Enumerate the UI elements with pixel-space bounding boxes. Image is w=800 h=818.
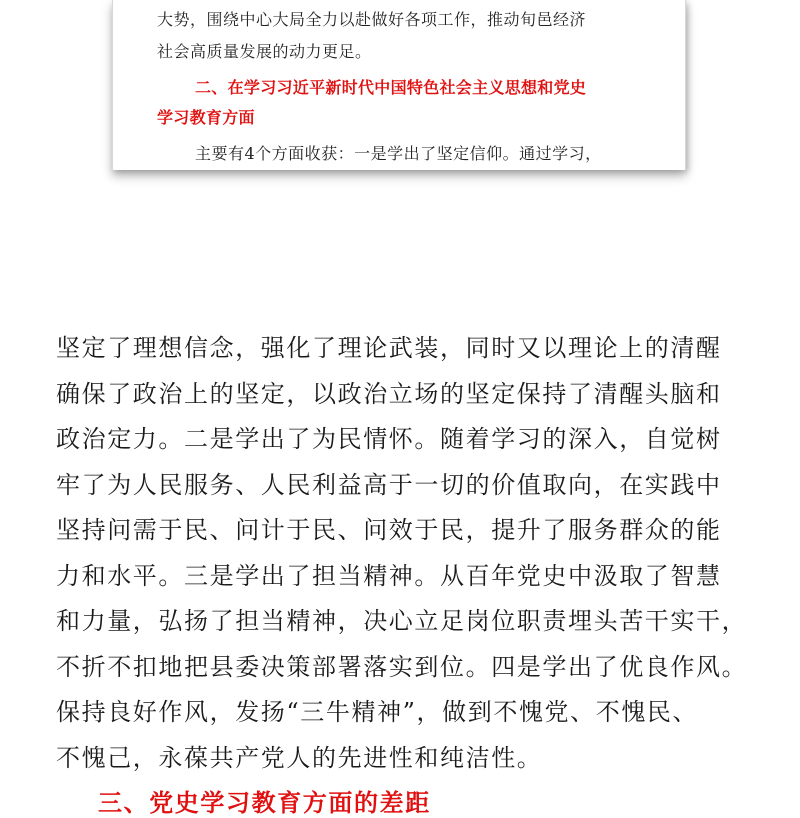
body-text-line: 确保了政治上的坚定，以政治立场的坚定保持了清醒头脑和: [56, 379, 722, 408]
card-text-line: 主要有4个方面收获：一是学出了坚定信仰。通过学习，: [195, 144, 602, 163]
card-text-line: 社会高质量发展的动力更足。: [157, 42, 372, 61]
next-section-heading: 三、党史学习教育方面的差距: [98, 789, 431, 817]
section-heading-line: 二、在学习习近平新时代中国特色社会主义思想和党史: [195, 78, 587, 97]
section-heading-line: 学习教育方面: [157, 108, 255, 127]
body-text-line: 保持良好作风，发扬“三牛精神”，做到不愧党、不愧民、: [56, 698, 699, 726]
body-text-line: 力和水平。三是学出了担当精神。从百年党史中汲取了智慧: [56, 561, 722, 590]
body-text-line: 坚持问需于民、问计于民、问效于民，提升了服务群众的能: [56, 516, 722, 544]
body-text-line: 政治定力。二是学出了为民情怀。随着学习的深入，自觉树: [56, 425, 722, 453]
card-text-line: 大势，围绕中心大局全力以赴做好各项工作，推动旬邑经济: [157, 10, 587, 29]
body-text-line: 牢了为人民服务、人民利益高于一切的价值取向，在实践中: [56, 470, 722, 499]
body-text-line: 不折不扣地把县委决策部署落实到位。四是学出了优良作风。: [56, 652, 748, 681]
body-text-line: 不愧己，永葆共产党人的先进性和纯洁性。: [56, 743, 543, 772]
main-body-text: [56, 326, 756, 781]
document-preview-card: [112, 0, 686, 170]
body-text-line: 坚定了理想信念，强化了理论武装，同时又以理论上的清醒: [56, 334, 722, 362]
body-text-line: 和力量，弘扬了担当精神，决心立足岗位职责埋头苦干实干，: [56, 607, 748, 635]
